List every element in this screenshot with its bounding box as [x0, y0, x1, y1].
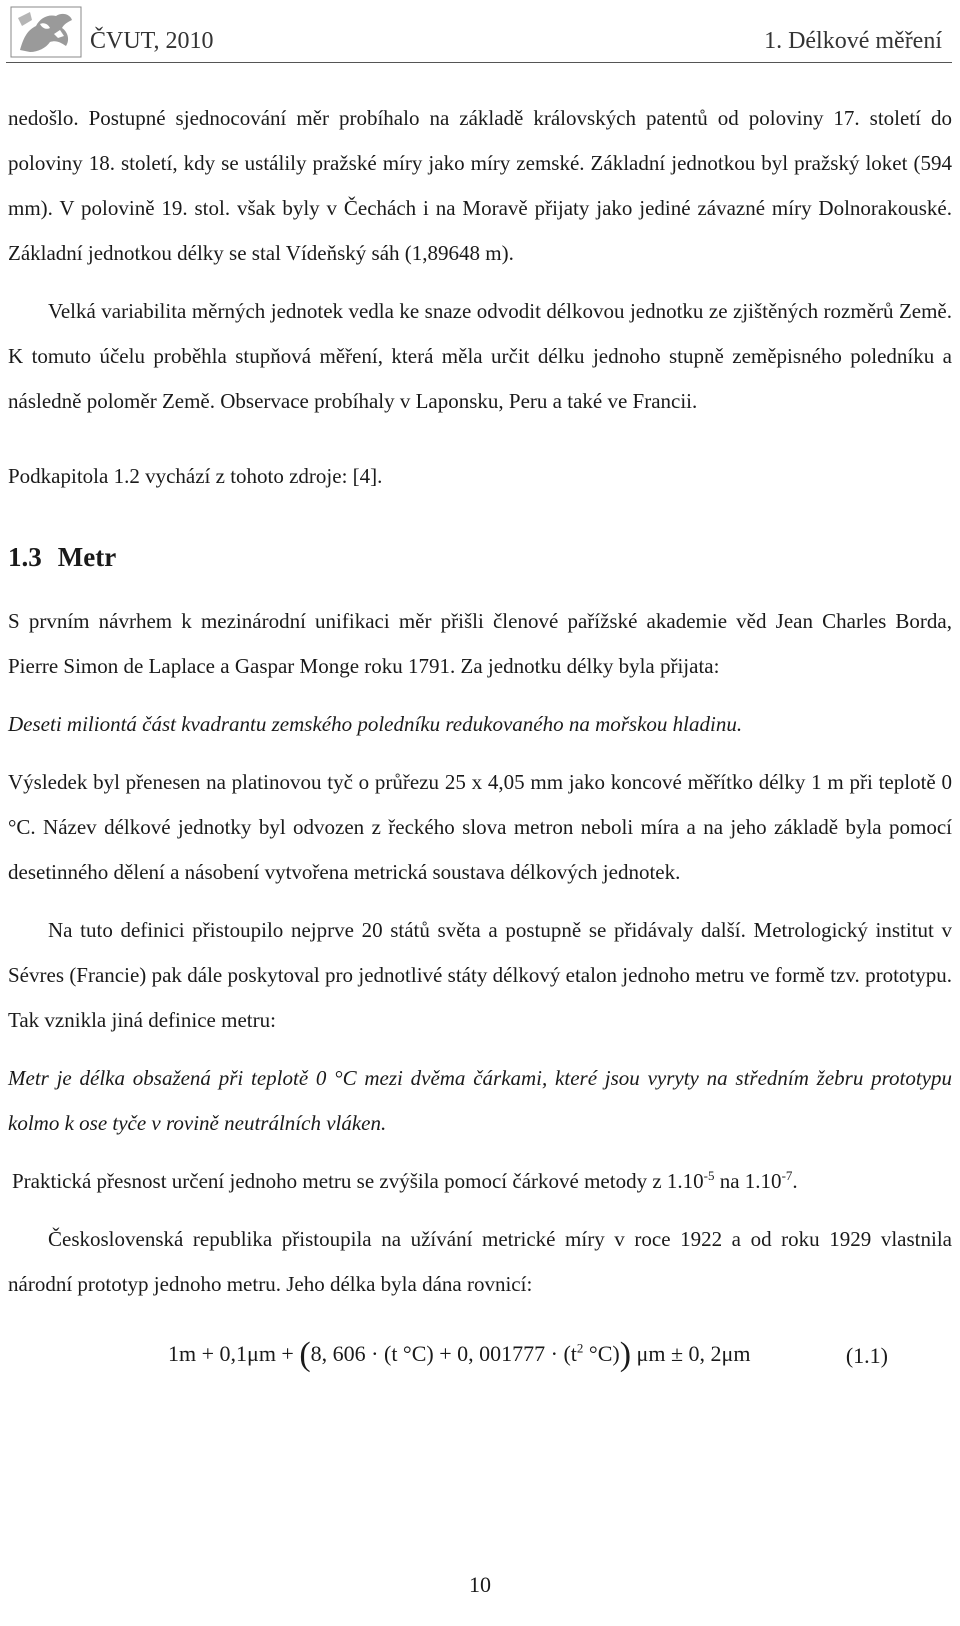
equation-part-2: 8, 606 · (t °C) + 0, 001777 · (t: [310, 1341, 577, 1366]
document-body: [8, 96, 952, 1379]
page-number: 10: [469, 1572, 491, 1597]
equation-close-paren: ): [619, 1336, 632, 1373]
equation-part-3: °C): [583, 1341, 620, 1366]
section-number: 1.3: [8, 542, 42, 572]
precision-text: Praktická přesnost určení jednoho metru se zvýšila pomocí čárkové metody z 1.10: [12, 1169, 704, 1193]
paragraph-czechoslovakia: Československá republika přistoupila na užívání metrické míry v roce 1922 a od roku 1929 vlastnila národní prototyp jednoho metru. Jeho délka byla dána rovnicí:: [8, 1227, 952, 1296]
paragraph-meter-definition-1: Deseti miliontá část kvadrantu zemského poledníku redukovaného na mořskou hladinu.: [8, 712, 743, 736]
cvut-lion-logo-icon: [10, 6, 82, 58]
section-heading: [8, 537, 952, 577]
precision-text-mid: na 1.10: [714, 1169, 782, 1193]
equation-open-paren: (: [299, 1336, 311, 1373]
paragraph-prototype: Na tuto definici přistoupilo nejprve 20 států světa a postupně se přidávaly další. Metrologický institut v Sévres (Francie) pak dále poskytoval pro jednotlivé státy délkový etalon jednoho metru ve formě tzv. prototypu. Tak vznikla jiná definice metru:: [8, 918, 952, 1032]
paragraph-unification: S prvním návrhem k mezinárodní unifikaci měr přišli členové pařížské akademie věd Jean Charles Borda, Pierre Simon de Laplace a Gaspar Monge roku 1791. Za jednotku délky byla přijata:: [8, 609, 952, 678]
equation-exponent: 2: [576, 1340, 584, 1356]
paragraph-precision: [8, 1159, 952, 1204]
paragraph-earth-measurement: Velká variabilita měrných jednotek vedla ke snaze odvodit délkovou jednotku ze zjištěných rozměrů Země. K tomuto účelu proběhla stupňová měření, která měla určit délku jednoho stupně zeměpisného poledníku a následně poloměr Země. Observace probíhaly v Laponsku, Peru a také ve Francii.: [8, 299, 952, 413]
header-chapter-title: 1. Délkové měření: [764, 28, 942, 54]
paragraph-platinum-bar: Výsledek byl přenesen na platinovou tyč o průřezu 25 x 4,05 mm jako koncové měřítko délky 1 m při teplotě 0 °C. Název délkové jednotky byl odvozen z řeckého slova metron neboli míra a na jeho základě byla pomocí desetinného dělení a násobení vytvořena metrická soustava délkových jednotek.: [8, 770, 952, 884]
precision-text-end: .: [792, 1169, 798, 1193]
page-header: [6, 4, 956, 62]
section-title: Metr: [57, 542, 117, 572]
equation-1-1: [8, 1329, 952, 1379]
paragraph-measures-history: nedošlo. Postupné sjednocování měr probíhalo na základě královských patentů od poloviny 17. století do poloviny 18. století, kdy se ustálily pražské míry jako míry zemské. Základní jednotkou byl pražský loket (594 mm). V polovině 19. stol. však byly v Čechách i na Moravě přijaty jako jediné závazné míry Dolnorakouské. Základní jednotkou délky se stal Vídeňský sáh (1,89648 m).: [8, 106, 952, 265]
precision-exponent-2: -7: [781, 1168, 793, 1183]
header-divider: [6, 62, 952, 63]
header-institution-year: ČVUT, 2010: [90, 28, 214, 54]
equation-body: [168, 1331, 750, 1377]
precision-exponent-1: -5: [703, 1168, 715, 1183]
paragraph-meter-definition-2: Metr je délka obsažená při teplotě 0 °C mezi dvěma čárkami, které jsou vyryty na středním žebru prototypu kolmo k ose tyče v rovině neutrálních vláken.: [8, 1066, 952, 1135]
equation-part-4: μm ± 0, 2μm: [631, 1341, 751, 1366]
equation-part-1: 1m + 0,1μm +: [168, 1341, 300, 1366]
paragraph-source-note: Podkapitola 1.2 vychází z tohoto zdroje: [4].: [8, 464, 383, 488]
equation-label: (1.1): [845, 1343, 888, 1368]
